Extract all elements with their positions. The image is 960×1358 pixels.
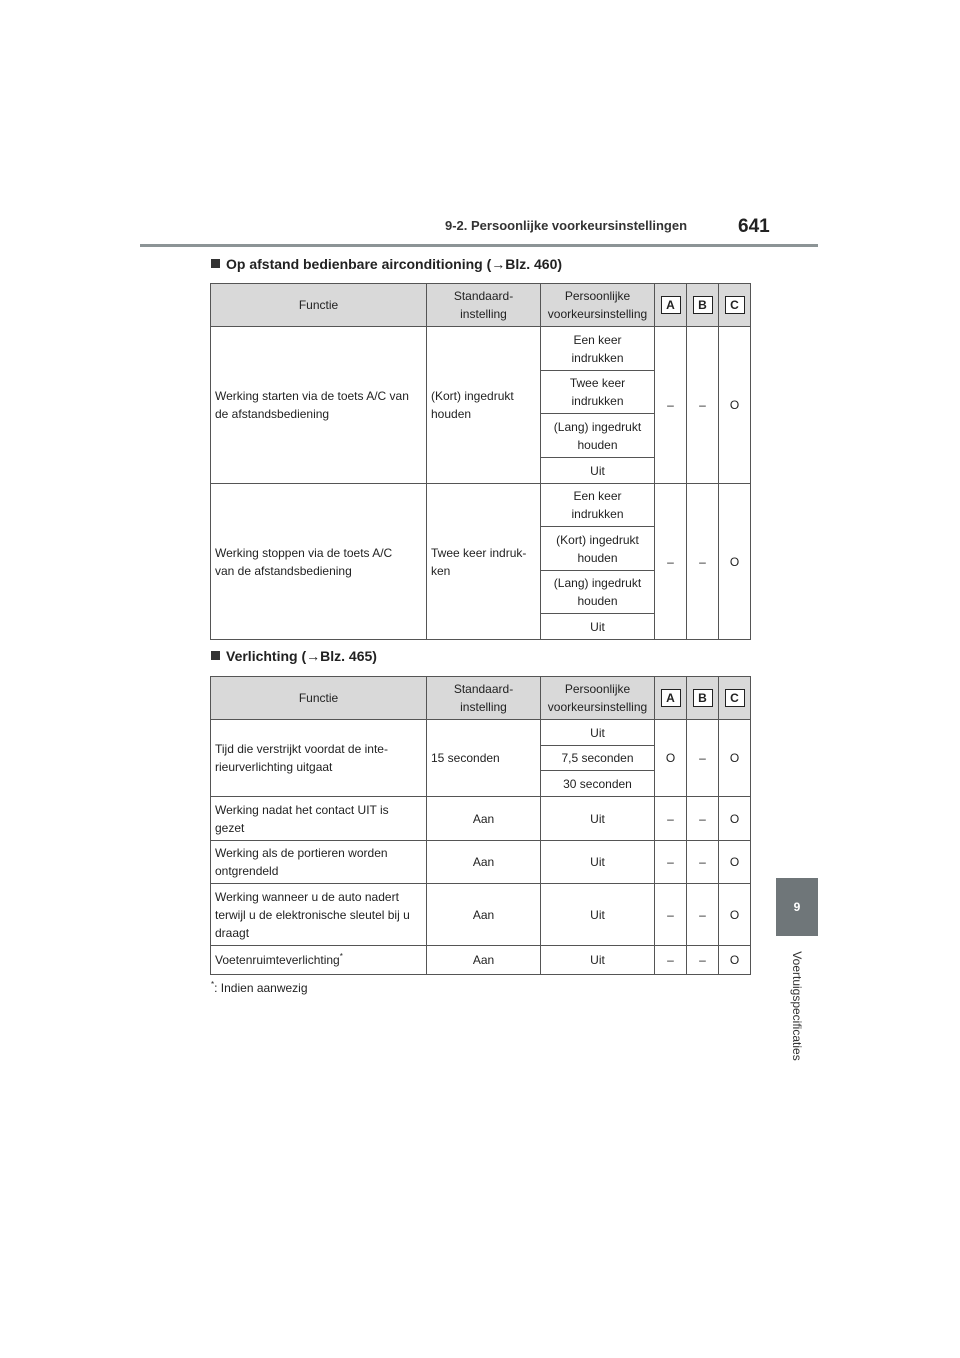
square-bullet-icon — [211, 259, 220, 268]
mark-b-cell: – — [687, 327, 719, 484]
header-default-setting: Standaard- instelling — [427, 677, 541, 720]
option-cell: Een keer indrukken — [541, 327, 655, 371]
airco-table — [210, 283, 751, 640]
option-cell: Uit — [541, 797, 655, 841]
default-cell: Aan — [427, 797, 541, 841]
function-cell: Tijd die verstrijkt voordat de inte- rieurverlichting uitgaat — [211, 720, 427, 797]
mark-a-cell: – — [655, 946, 687, 975]
function-cell: Werking als de portieren worden ontgrendeld — [211, 841, 427, 884]
header-personal-setting: Persoonlijke voorkeursinstelling — [541, 284, 655, 327]
letter-a-badge: A — [661, 296, 681, 314]
mark-a-cell: – — [655, 484, 687, 640]
mark-b-cell: – — [687, 841, 719, 884]
table-row — [211, 884, 751, 946]
table-row — [211, 841, 751, 884]
function-cell: Werking stoppen via de toets A/C van de afstandsbediening — [211, 484, 427, 640]
option-cell: (Lang) ingedrukt houden — [541, 571, 655, 614]
function-cell: Voetenruimteverlichting* — [211, 946, 427, 975]
header-col-a — [655, 677, 687, 720]
header-function: Functie — [211, 284, 427, 327]
table-row — [211, 946, 751, 975]
mark-b-cell: – — [687, 884, 719, 946]
letter-c-badge: C — [725, 689, 745, 707]
header-col-b — [687, 284, 719, 327]
section-title-airco — [211, 256, 562, 272]
header-rule — [140, 244, 818, 247]
footnote — [211, 981, 308, 995]
mark-c-cell: O — [719, 327, 751, 484]
section-title-airco-text: Op afstand bedienbare airconditioning (→Blz. 460) — [226, 256, 563, 272]
default-cell: Twee keer indruk- ken — [427, 484, 541, 640]
chapter-label: Voertuigspecificaties — [790, 951, 804, 1061]
option-cell: Uit — [541, 720, 655, 746]
header-col-a — [655, 284, 687, 327]
table-header-row — [211, 284, 751, 327]
function-cell: Werking wanneer u de auto nadert terwijl u de elektronische sleutel bij u draagt — [211, 884, 427, 946]
header-col-b — [687, 677, 719, 720]
mark-a-cell: – — [655, 797, 687, 841]
section-header: 9-2. Persoonlijke voorkeursinstellingen — [445, 218, 688, 233]
option-cell: 30 seconden — [541, 771, 655, 797]
mark-a-cell: – — [655, 327, 687, 484]
option-cell: 7,5 seconden — [541, 746, 655, 771]
option-cell: (Kort) ingedrukt houden — [541, 527, 655, 571]
table-row — [211, 797, 751, 841]
mark-b-cell: – — [687, 484, 719, 640]
mark-c-cell: O — [719, 720, 751, 797]
header-col-c — [719, 677, 751, 720]
mark-b-cell: – — [687, 946, 719, 975]
table-row — [211, 720, 751, 746]
mark-b-cell: – — [687, 720, 719, 797]
section-title-lighting-text: Verlichting (→Blz. 465) — [226, 648, 377, 664]
default-cell: (Kort) ingedrukt houden — [427, 327, 541, 484]
lighting-table — [210, 676, 751, 975]
header-default-setting: Standaard- instelling — [427, 284, 541, 327]
mark-c-cell: O — [719, 797, 751, 841]
letter-c-badge: C — [725, 296, 745, 314]
square-bullet-icon — [211, 651, 220, 660]
mark-a-cell: – — [655, 884, 687, 946]
option-cell: Uit — [541, 946, 655, 975]
page-number: 641 — [738, 216, 770, 237]
mark-c-cell: O — [719, 841, 751, 884]
default-cell: Aan — [427, 884, 541, 946]
header-col-c — [719, 284, 751, 327]
mark-a-cell: – — [655, 841, 687, 884]
function-cell: Werking nadat het contact UIT is gezet — [211, 797, 427, 841]
option-cell: Een keer indrukken — [541, 484, 655, 527]
footnote-text: : Indien aanwezig — [214, 981, 308, 995]
option-cell: Uit — [541, 614, 655, 640]
letter-b-badge: B — [693, 296, 713, 314]
default-cell: 15 seconden — [427, 720, 541, 797]
function-cell: Werking starten via de toets A/C van de afstandsbediening — [211, 327, 427, 484]
footnote-ref: * — [339, 952, 343, 961]
letter-b-badge: B — [693, 689, 713, 707]
mark-c-cell: O — [719, 884, 751, 946]
mark-c-cell: O — [719, 946, 751, 975]
table-row — [211, 327, 751, 371]
mark-a-cell: O — [655, 720, 687, 797]
table-row — [211, 484, 751, 527]
default-cell: Aan — [427, 841, 541, 884]
option-cell: Uit — [541, 884, 655, 946]
mark-c-cell: O — [719, 484, 751, 640]
table-header-row — [211, 677, 751, 720]
option-cell: (Lang) ingedrukt houden — [541, 414, 655, 458]
letter-a-badge: A — [661, 689, 681, 707]
default-cell: Aan — [427, 946, 541, 975]
section-title-lighting — [211, 648, 377, 664]
mark-b-cell: – — [687, 797, 719, 841]
option-cell: Uit — [541, 458, 655, 484]
header-personal-setting: Persoonlijke voorkeursinstelling — [541, 677, 655, 720]
header-function: Functie — [211, 677, 427, 720]
option-cell: Uit — [541, 841, 655, 884]
footnote-mark: * — [211, 980, 215, 989]
chapter-tab: 9 — [776, 878, 818, 936]
option-cell: Twee keer indrukken — [541, 371, 655, 414]
